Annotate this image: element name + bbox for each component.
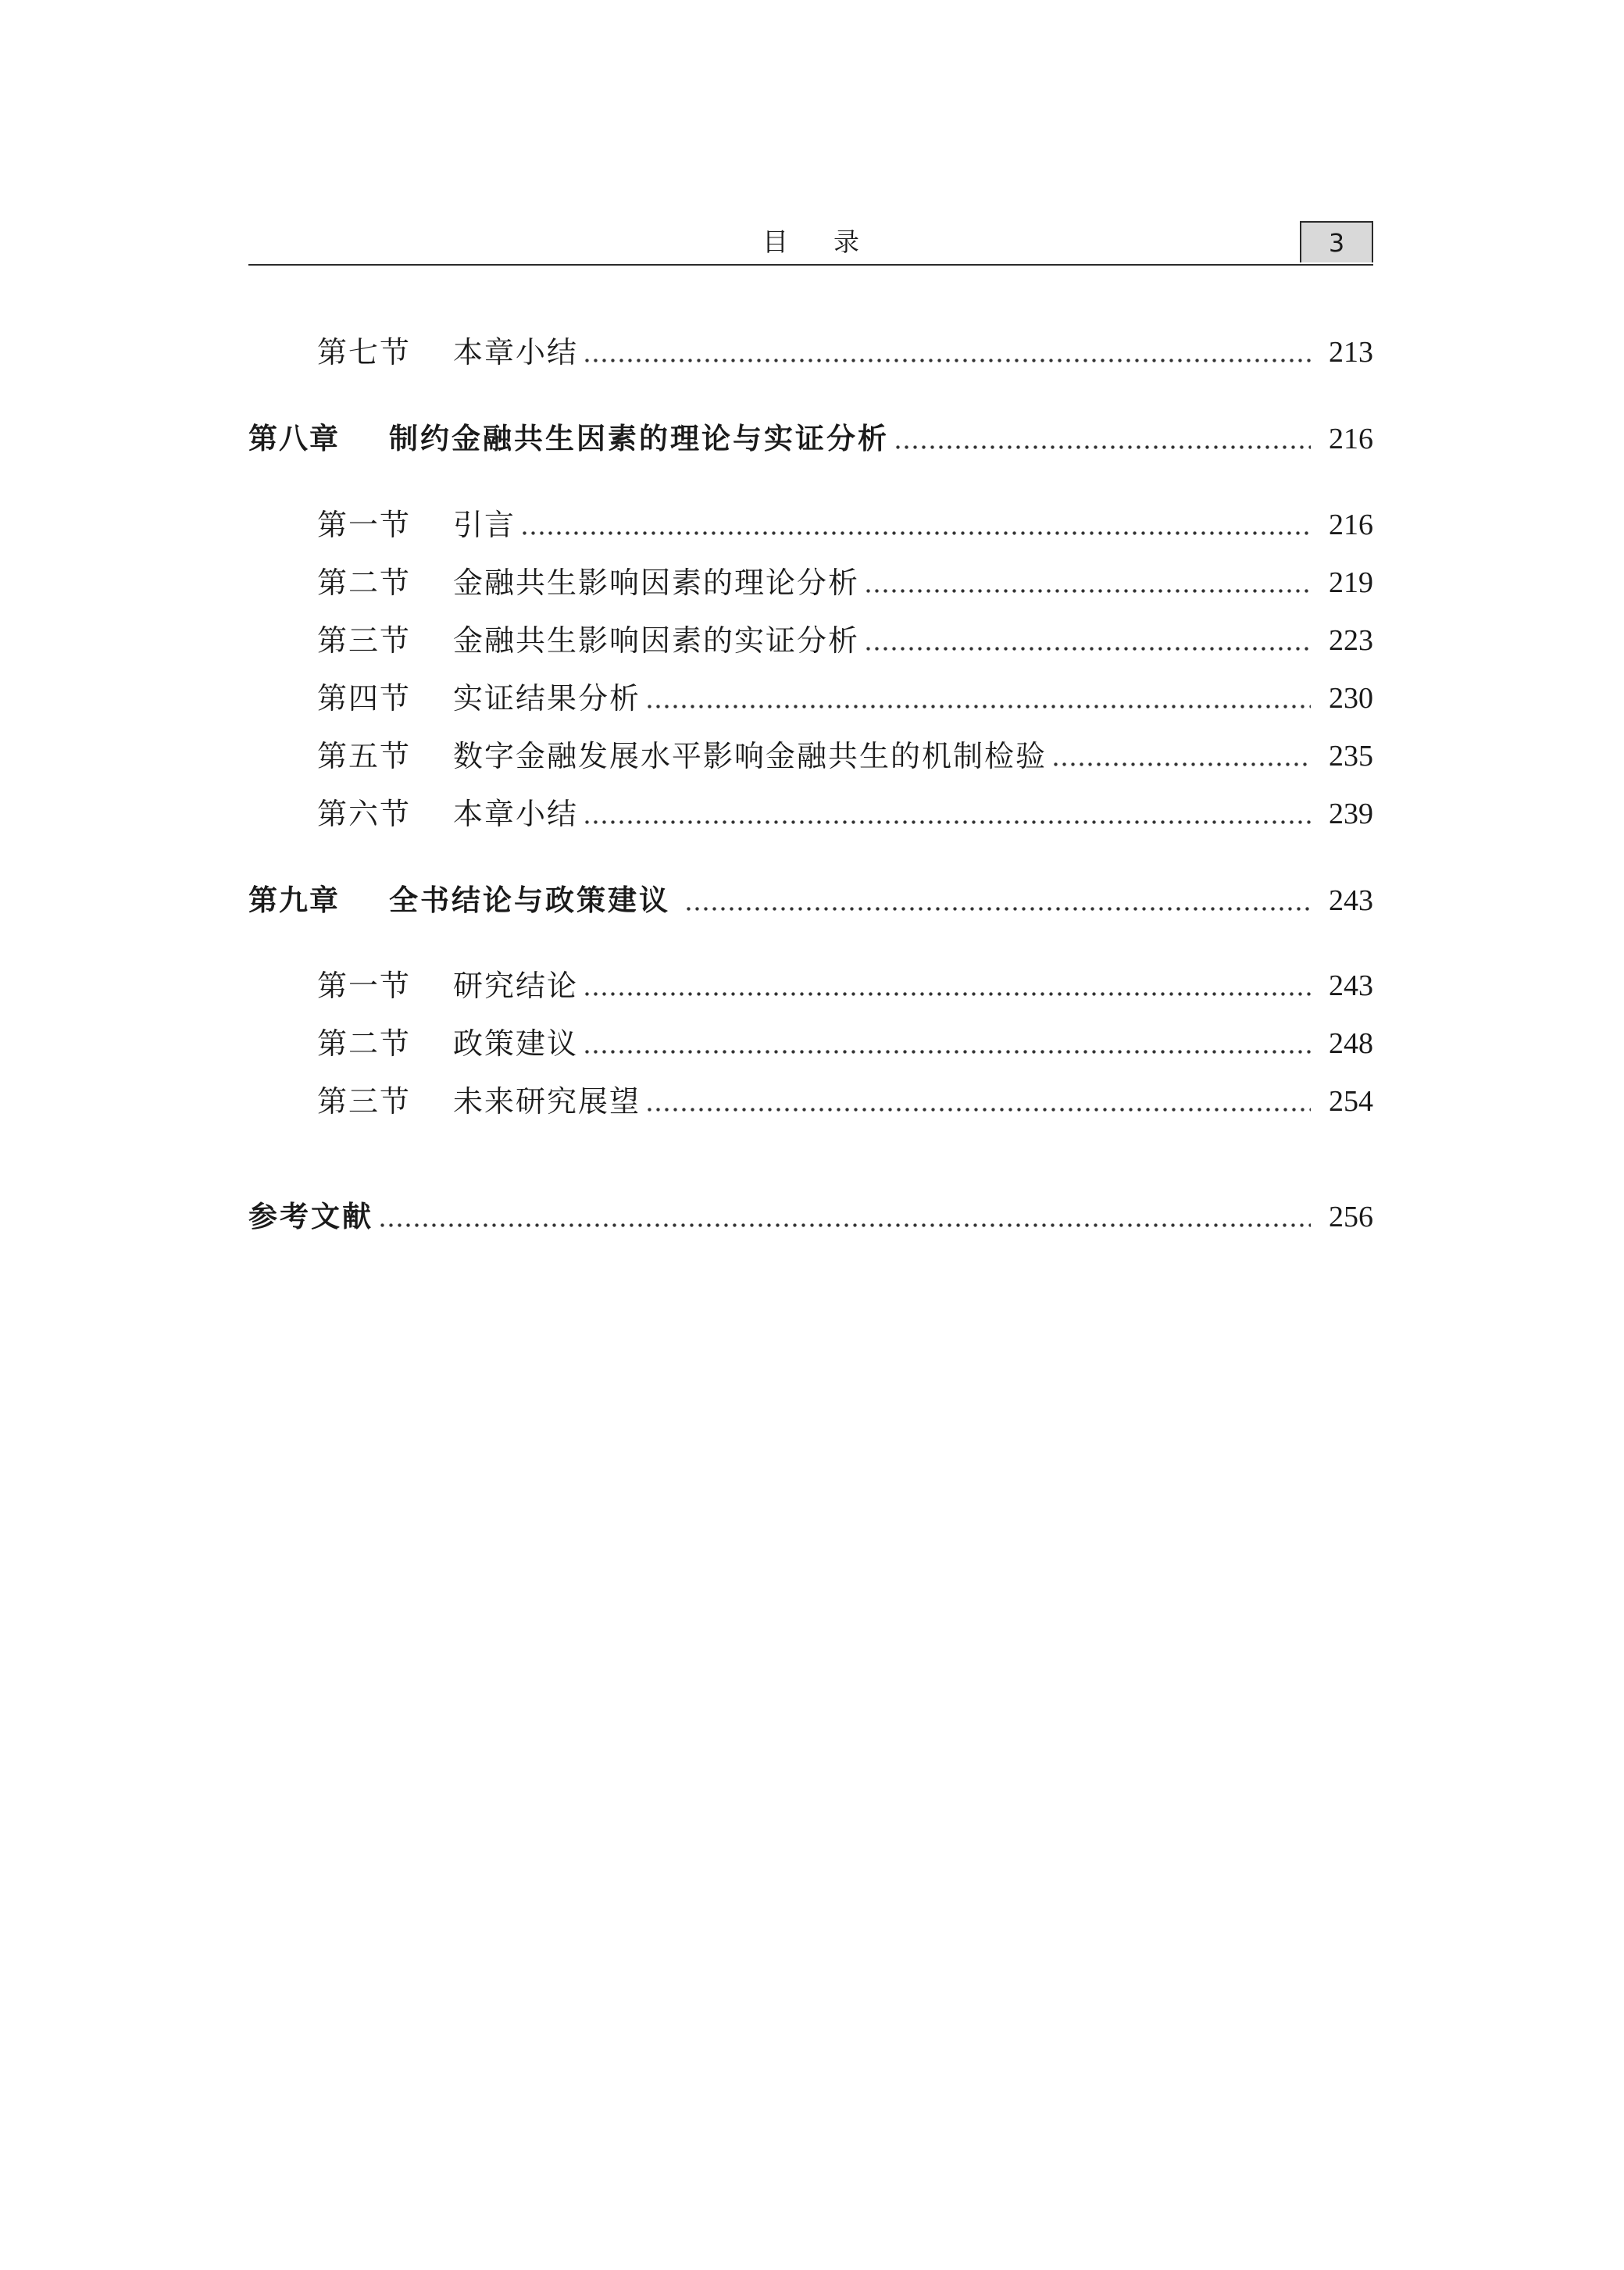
toc-entry-chapter-8[interactable] [248,416,1373,462]
toc-entry-page: 248 [1329,1027,1373,1060]
toc-entry-number: 第八章 [248,422,340,455]
toc-entry-number: 第三节 [317,1084,412,1119]
toc-entry-page: 219 [1329,566,1373,599]
toc-entry-number: 第三节 [317,623,412,658]
toc-entry-number: 第六节 [317,797,412,831]
dot-leader [645,676,1311,721]
dot-leader [520,502,1311,548]
dot-leader [894,416,1311,462]
toc-entry-title: 本章小结 [453,797,579,831]
toc-entry-page: 216 [1329,423,1373,455]
toc-entry-page: 223 [1329,624,1373,657]
toc-entry-chapter-9[interactable] [248,878,1373,923]
toc-entry-number: 第五节 [317,739,412,773]
dot-leader [583,963,1311,1008]
toc-entry-section-8-5[interactable] [248,733,1373,779]
toc-entry-title: 全书结论与政策建议 [389,883,670,917]
toc-entry-section-8-2[interactable] [248,560,1373,605]
toc-entry-section-8-1[interactable] [248,502,1373,548]
toc-entry-page: 243 [1329,884,1373,917]
toc-entry-section-8-4[interactable] [248,676,1373,721]
running-header [248,221,1373,266]
toc-entry-title: 制约金融共生因素的理论与实证分析 [389,422,889,455]
toc-entry-number: 第二节 [317,1026,412,1061]
toc-entry-number: 第九章 [248,883,340,917]
header-page-number: 3 [1300,221,1373,262]
toc-entry-title: 政策建议 [453,1026,579,1061]
toc-entry-title: 研究结论 [453,969,579,1003]
dot-leader [378,1194,1311,1240]
toc-entry-number: 第七节 [317,335,412,369]
toc-entry-page: 235 [1329,740,1373,773]
toc-entry-page: 256 [1329,1201,1373,1233]
toc-entry-references[interactable] [248,1194,1373,1240]
header-title: 目录 [762,227,905,257]
toc-entry-title: 金融共生影响因素的实证分析 [453,623,860,658]
toc-entry-title: 金融共生影响因素的理论分析 [453,566,860,600]
toc-entry-title: 实证结果分析 [453,681,641,716]
toc-entry-title: 本章小结 [453,335,579,369]
toc-entry-number: 第二节 [317,566,412,600]
dot-leader [864,618,1311,663]
toc-entry-title: 未来研究展望 [453,1084,641,1119]
dot-leader [583,791,1311,837]
toc-entry-number: 第一节 [317,969,412,1003]
toc-entry-title: 引言 [453,508,516,542]
toc-entry-number: 第一节 [317,508,412,542]
toc-entry-page: 254 [1329,1085,1373,1118]
dot-leader [583,330,1311,375]
toc-entry-section-9-2[interactable] [248,1021,1373,1066]
toc-entry-title: 数字金融发展水平影响金融共生的机制检验 [453,739,1048,773]
toc-entry-page: 213 [1329,336,1373,369]
toc-entry-section-8-3[interactable] [248,618,1373,663]
dot-leader [864,560,1311,605]
toc-entry-section-9-1[interactable] [248,963,1373,1008]
toc-entry-section-9-3[interactable] [248,1079,1373,1124]
toc-entry-page: 243 [1329,969,1373,1002]
toc-entry-page: 239 [1329,798,1373,830]
toc-entry-page: 216 [1329,509,1373,541]
dot-leader [645,1079,1311,1124]
toc-entry-title: 参考文献 [248,1200,373,1233]
toc-entry-section-7-7[interactable] [248,330,1373,375]
dot-leader [684,878,1311,923]
toc-entry-section-8-6[interactable] [248,791,1373,837]
dot-leader [583,1021,1311,1066]
toc-entry-page: 230 [1329,682,1373,715]
dot-leader [1051,733,1311,779]
toc-entry-number: 第四节 [317,681,412,716]
